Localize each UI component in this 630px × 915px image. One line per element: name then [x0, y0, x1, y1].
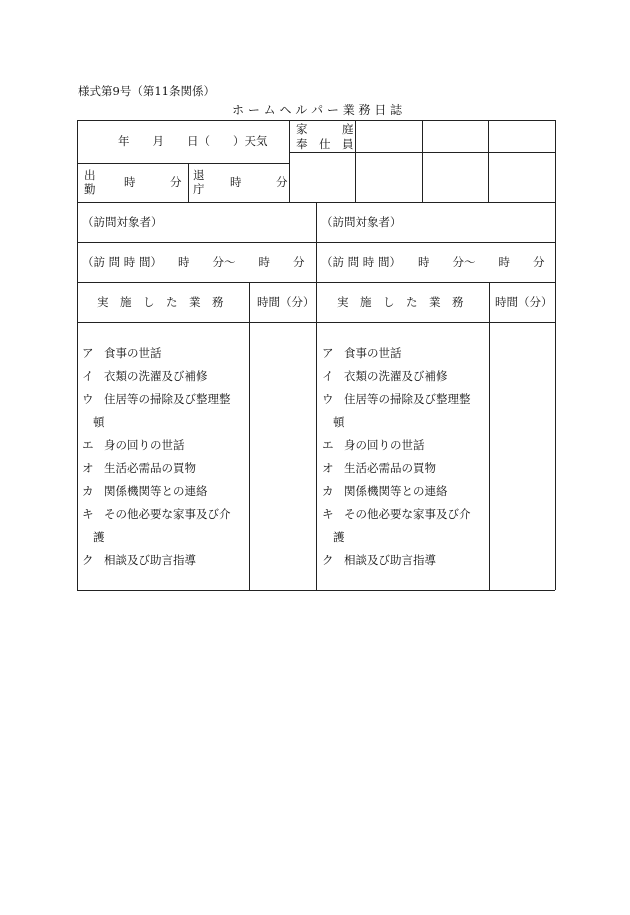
- task-mark: ウ: [322, 392, 334, 406]
- task-text: 食事の世話: [344, 346, 402, 360]
- task-item: [82, 463, 196, 475]
- task-mark: ク: [322, 553, 334, 567]
- task-item: [82, 394, 231, 406]
- task-item: [322, 371, 448, 383]
- task-item: [322, 555, 436, 567]
- helper-cell-1b[interactable]: [356, 153, 421, 201]
- task-text: 身の回りの世話: [104, 438, 185, 452]
- task-text: 身の回りの世話: [344, 438, 425, 452]
- date-weather-field[interactable]: 年 月 日（ ）天気: [118, 134, 268, 148]
- task-mark: イ: [82, 369, 94, 383]
- arrive-label-bottom: 勤: [84, 182, 96, 196]
- task-text: 生活必需品の買物: [344, 461, 436, 475]
- form-number: 様式第9号（第11条関係）: [78, 84, 215, 98]
- task-item: [82, 348, 162, 360]
- task-item: [322, 440, 425, 452]
- leave-label-bottom: 庁: [193, 182, 205, 196]
- helper-cell-2b[interactable]: [423, 153, 487, 201]
- task-item: [93, 532, 105, 544]
- visit-time-range-left[interactable]: 時 分～ 時 分: [178, 255, 305, 269]
- task-item: [82, 440, 185, 452]
- task-item: [333, 417, 345, 429]
- task-mark: エ: [82, 438, 94, 452]
- task-text: 関係機関等との連絡: [344, 484, 448, 498]
- task-mark: イ: [322, 369, 334, 383]
- task-item: [333, 532, 345, 544]
- visit-target-label-left[interactable]: （訪問対象者）: [82, 215, 163, 229]
- task-mark: オ: [82, 461, 94, 475]
- task-item: [322, 509, 471, 521]
- task-text: 頓: [333, 415, 345, 429]
- task-mark: カ: [82, 484, 94, 498]
- task-item: [93, 417, 105, 429]
- minutes-header-right: 時間（分）: [495, 295, 553, 309]
- minutes-cell-left[interactable]: [250, 323, 315, 589]
- task-mark: キ: [82, 507, 94, 521]
- tasks-header-left: 実 施 し た 業 務: [97, 295, 224, 309]
- task-item: [322, 394, 471, 406]
- helper-cell-0b[interactable]: [290, 153, 354, 201]
- task-item: [322, 463, 436, 475]
- household-label-line1: 家 庭: [296, 122, 354, 136]
- task-text: 頓: [93, 415, 105, 429]
- task-mark: オ: [322, 461, 334, 475]
- task-text: 相談及び助言指導: [344, 553, 436, 567]
- helper-cell-2a[interactable]: [423, 121, 487, 151]
- task-item: [82, 509, 231, 521]
- task-text: 護: [93, 530, 105, 544]
- task-mark: カ: [322, 484, 334, 498]
- task-item: [82, 486, 208, 498]
- task-item: [82, 371, 208, 383]
- task-text: 住居等の掃除及び整理整: [344, 392, 471, 406]
- visit-time-range-right[interactable]: 時 分～ 時 分: [418, 255, 545, 269]
- arrive-label-top: 出: [84, 168, 96, 182]
- task-text: その他必要な家事及び介: [104, 507, 231, 521]
- leave-label-top: 退: [193, 168, 205, 182]
- task-text: 衣類の洗濯及び補修: [104, 369, 208, 383]
- task-item: [82, 555, 196, 567]
- task-text: 衣類の洗濯及び補修: [344, 369, 448, 383]
- task-mark: キ: [322, 507, 334, 521]
- visit-time-label-right: （訪 問 時 間）: [321, 255, 401, 269]
- visit-time-label-left: （訪 問 時 間）: [82, 255, 162, 269]
- task-mark: エ: [322, 438, 334, 452]
- task-text: その他必要な家事及び介: [344, 507, 471, 521]
- helper-cell-1a[interactable]: [356, 121, 421, 151]
- helper-cell-3b[interactable]: [489, 153, 554, 201]
- task-text: 関係機関等との連絡: [104, 484, 208, 498]
- task-mark: ク: [82, 553, 94, 567]
- task-text: 相談及び助言指導: [104, 553, 196, 567]
- visit-target-label-right[interactable]: （訪問対象者）: [321, 215, 402, 229]
- task-text: 食事の世話: [104, 346, 162, 360]
- task-mark: ア: [322, 346, 334, 360]
- task-text: 生活必需品の買物: [104, 461, 196, 475]
- task-text: 護: [333, 530, 345, 544]
- minutes-header-left: 時間（分）: [257, 295, 315, 309]
- helper-cell-3a[interactable]: [489, 121, 554, 151]
- task-mark: ウ: [82, 392, 94, 406]
- arrive-time-field[interactable]: 時 分: [124, 175, 182, 189]
- task-item: [322, 486, 448, 498]
- leave-time-field[interactable]: 時 分: [230, 175, 288, 189]
- page-title: ホ ー ム ヘ ル パ ー 業 務 日 誌: [232, 103, 403, 117]
- task-text: 住居等の掃除及び整理整: [104, 392, 231, 406]
- task-mark: ア: [82, 346, 94, 360]
- tasks-header-right: 実 施 し た 業 務: [337, 295, 464, 309]
- household-label-line2: 奉 仕 員: [296, 137, 354, 151]
- minutes-cell-right[interactable]: [490, 323, 554, 589]
- task-item: [322, 348, 402, 360]
